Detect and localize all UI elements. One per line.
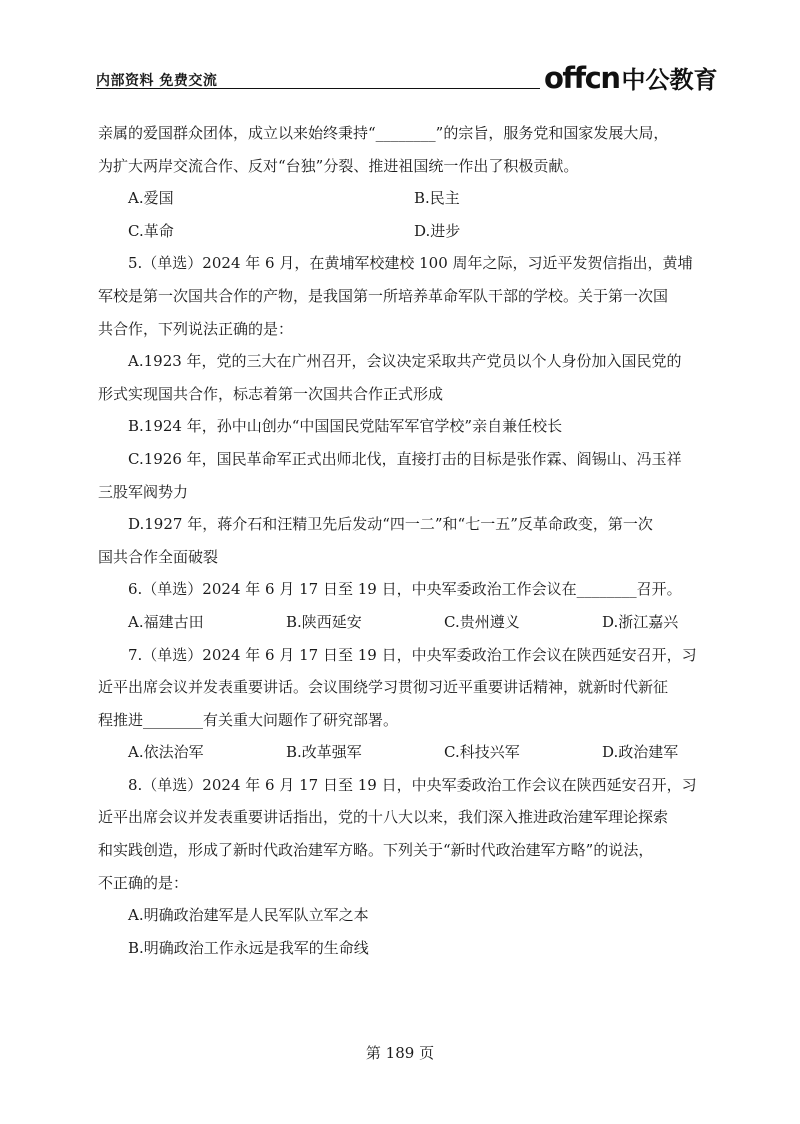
header-label: 内部资料 免费交流 [96, 73, 218, 89]
q4-option-d: D.进步 [414, 221, 461, 240]
q4-option-b: B.民主 [414, 189, 460, 208]
q5-option-c: C.1926 年，国民革命军正式出师北伐，直接打击的目标是张作霖、阎锡山、冯玉祥 [128, 449, 682, 468]
q4-options-row [98, 215, 700, 248]
q5-option-d: D.1927 年，蒋介石和汪精卫先后发动“四一二”和“七一五”反革命政变，第一次 [128, 515, 653, 534]
q6-stem: 6.（单选）2024 年 6 月 17 日至 19 日，中央军委政治工作会议在________召开。 [128, 580, 682, 599]
q7-option-c: C.科技兴军 [444, 743, 520, 762]
q5-stem: 5.（单选）2024 年 6 月，在黄埔军校建校 100 周年之际，习近平发贺信指出，黄埔 [128, 254, 693, 273]
q8-option-a: A.明确政治建军是人民军队立军之本 [128, 906, 369, 925]
logo-latin-text: offcn [544, 61, 620, 95]
q8-stem: 近平出席会议并发表重要讲话指出，党的十八大以来，我们深入推进政治建军理论探索 [98, 808, 669, 827]
q6-option-c: C.贵州遵义 [444, 612, 520, 631]
q5-option-a: A.1923 年，党的三大在广州召开，会议决定采取共产党员以个人身份加入国民党的 [128, 352, 682, 371]
q7-option-d: D.政治建军 [602, 743, 679, 762]
q7-option-b: B.改革强军 [286, 743, 362, 762]
header-rule [96, 88, 540, 89]
q7-option-a: A.依法治军 [128, 743, 204, 762]
intro-line: 亲属的爱国群众团体，成立以来始终秉持“________”的宗旨，服务党和国家发展大局， [98, 124, 669, 142]
intro-line: 为扩大两岸交流合作、反对“台独”分裂、推进祖国统一作出了积极贡献。 [98, 156, 579, 175]
q6-option-a: A.福建古田 [128, 612, 204, 631]
q7-stem: 7.（单选）2024 年 6 月 17 日至 19 日，中央军委政治工作会议在陕西延安召开，习 [128, 645, 697, 664]
q6-options-row [98, 606, 700, 639]
q5-option-c: 三股军阀势力 [98, 482, 189, 501]
q4-option-a: A.爱国 [128, 189, 174, 208]
page-number: 第 189 页 [365, 1044, 435, 1062]
q5-option-d: 国共合作全面破裂 [98, 547, 219, 566]
q5-stem: 共合作，下列说法正确的是： [98, 319, 294, 338]
q6-option-d: D.浙江嘉兴 [602, 612, 679, 631]
q7-options-row [98, 736, 700, 769]
offcn-logo [544, 60, 718, 95]
q8-stem: 不正确的是： [98, 873, 189, 892]
q5-option-a: 形式实现国共合作，标志着第一次国共合作正式形成 [98, 384, 444, 403]
logo-chinese-text: 中公教育 [621, 66, 718, 94]
q8-option-b: B.明确政治工作永远是我军的生命线 [128, 938, 369, 957]
q8-stem: 8.（单选）2024 年 6 月 17 日至 19 日，中央军委政治工作会议在陕西延安召开，习 [128, 775, 697, 794]
q5-stem: 军校是第一次国共合作的产物，是我国第一所培养革命军队干部的学校。关于第一次国 [98, 286, 669, 305]
q4-option-c: C.革命 [128, 221, 174, 240]
q6-option-b: B.陕西延安 [286, 612, 362, 631]
q4-options-row [98, 182, 700, 215]
document-body [98, 117, 700, 964]
q8-stem: 和实践创造，形成了新时代政治建军方略。下列关于“新时代政治建军方略”的说法， [98, 841, 654, 860]
q7-stem: 程推进________有关重大问题作了研究部署。 [98, 710, 399, 729]
page-header [96, 58, 718, 95]
q7-stem: 近平出席会议并发表重要讲话。会议围绕学习贯彻习近平重要讲话精神，就新时代新征 [98, 678, 669, 697]
q5-option-b: B.1924 年，孙中山创办“中国国民党陆军军官学校”亲自兼任校长 [128, 417, 563, 436]
